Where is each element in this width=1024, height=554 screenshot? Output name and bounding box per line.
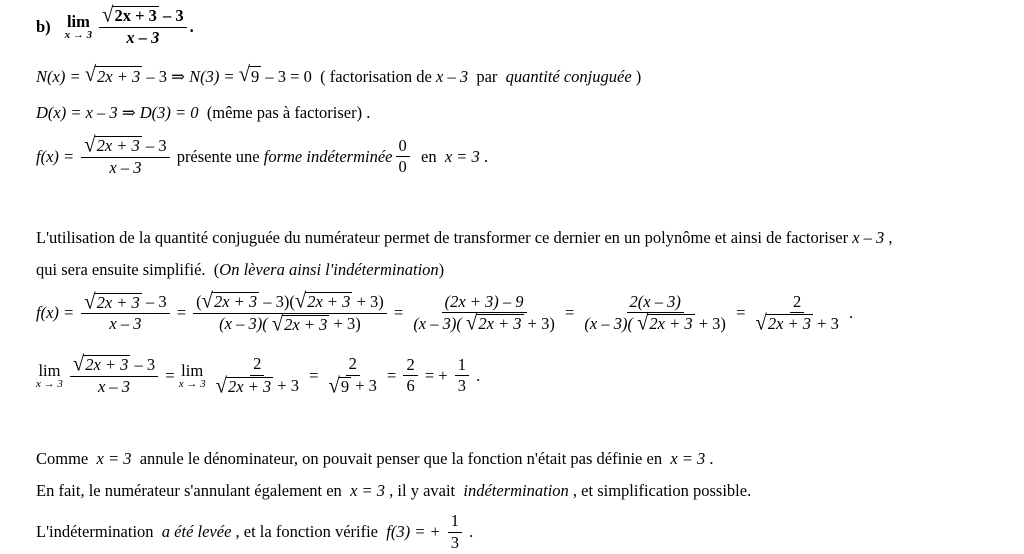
sqrt-expression: √ 2x + 3	[102, 3, 157, 27]
explanation-line-1: L'utilisation de la quantité conjuguée du numérateur permet de transformer ce dernier en un polynôme et ainsi de factoriser x – 3 ,	[36, 228, 893, 247]
zero-over-zero: $\frac{0}{0}$	[396, 137, 410, 178]
conclusion-line-1: Comme x = 3 annule le dénominateur, on pouvait penser que la fonction n'était pas définie en x = 3 .	[36, 449, 714, 468]
function-definition-line: f(x) = √ 2x + 3 – 3 x – 3 présente une forme indéterminée $\frac{0}{0}$ en x = 3 .	[36, 133, 489, 177]
denominator-line: D(x) = x – 3 ⇒ D(3) = 0 (même pas à factoriser) .	[36, 103, 371, 122]
limit-operator: lim x → 3	[64, 11, 93, 41]
limit-result: $\frac{1}{3}$	[455, 356, 469, 397]
exercise-header: b) lim x → 3 √ 2x + 3 – 3 x – 3 .	[36, 3, 194, 47]
explanation-line-2: qui sera ensuite simplifié. (On lèvera ainsi l'indétermination)	[36, 260, 445, 279]
conjugate-calculation: f(x) = √ 2x + 3 – 3 x – 3 = ( √ 2x + 3 – 3)( √ 2x + 3 + 3) (x – 3)( √ 2x + 3 + 3) = (2x + 3) – 9 (x – 3)( √ 2x + 3 + 3) = 2(x – 3) (x – 3)( √ 2x + 3 + 3) = 2 √ 2x + 3 + 3 .	[36, 289, 854, 336]
limit-computation: lim x → 3 √ 2x + 3 – 3 x – 3 = lim x → 3 2 √ 2x + 3 + 3 = 2 √ 9 + 3 = $\frac{2}{6}$ = + $\frac{1}{3}$ .	[36, 352, 481, 398]
conjugate-fraction: ( √ 2x + 3 – 3)( √ 2x + 3 + 3) (x – 3)( √ 2x + 3 + 3)	[193, 292, 387, 335]
conclusion-line-2: En fait, le numérateur s'annulant également en x = 3 , il y avait indétermination , et simplification possible.	[36, 481, 752, 500]
part-label: b)	[36, 16, 51, 36]
conclusion-line-3: L'indétermination a été levée , et la fonction vérifie f(3) = + $\frac{1}{3}$ .	[36, 511, 474, 552]
limit-fraction: √ 2x + 3 – 3 x – 3	[99, 6, 186, 48]
numerator-line: N(x) = √ 2x + 3 – 3 ⇒ N(3) = √ 9 – 3 = 0 ( factorisation de x – 3 par quantité conjuguée )	[36, 63, 642, 87]
